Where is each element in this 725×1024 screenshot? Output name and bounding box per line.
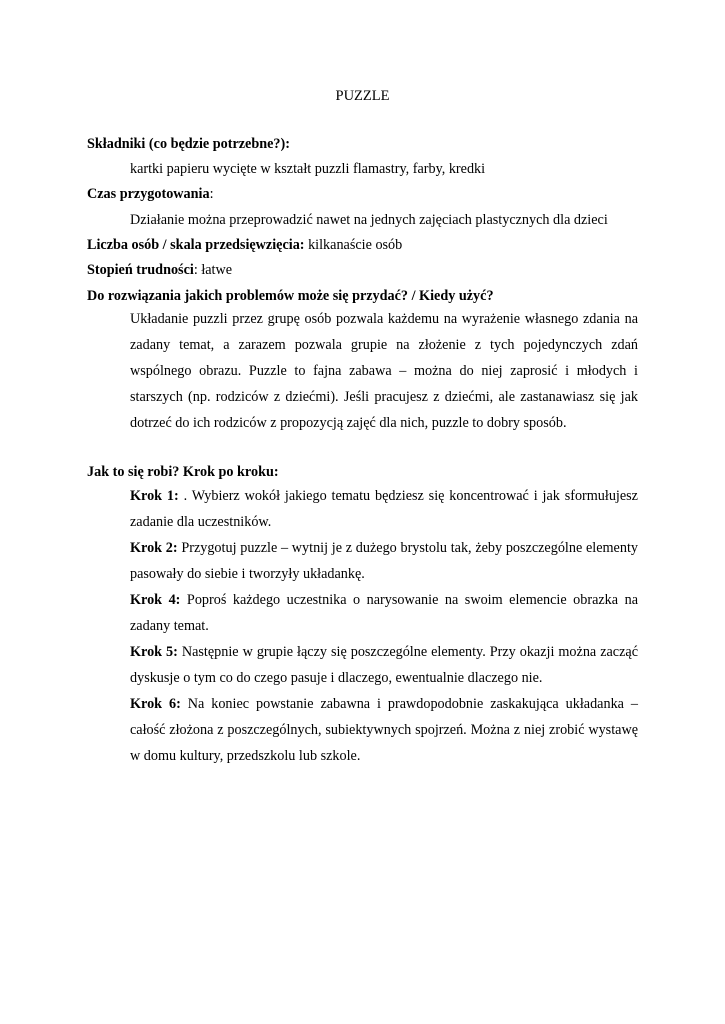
step-text: Przygotuj puzzle – wytnij je z dużego brystolu tak, żeby poszczególne elementy pasowały do siebie i tworzyły układankę.: [130, 540, 638, 582]
difficulty-label: Stopień trudności: [87, 262, 194, 278]
step-label: Krok 2:: [130, 540, 178, 556]
difficulty-line: [87, 262, 232, 279]
ingredients-label: Składniki (co będzie potrzebne?):: [87, 136, 290, 152]
step-text: . Wybierz wokół jakiego tematu będziesz się koncentrować i jak sformułujesz zadanie dla uczestników.: [130, 488, 638, 530]
howto-heading-text: Jak to się robi? Krok po kroku:: [87, 464, 279, 480]
step-label: Krok 5:: [130, 644, 178, 660]
people-label: Liczba osób / skala przedsięwzięcia:: [87, 237, 305, 253]
prep-time-heading: [87, 186, 214, 203]
step-label: Krok 4:: [130, 592, 181, 608]
step-label: Krok 1:: [130, 488, 179, 504]
step-item: [130, 535, 638, 587]
step-text: Następnie w grupie łączy się poszczególne elementy. Przy okazji można zacząć dyskusje o tym co do czego pasuje i dlaczego, ewentualnie dlaczego nie.: [130, 644, 638, 686]
steps-list: [130, 483, 638, 769]
step-item: [130, 639, 638, 691]
howto-heading: [87, 464, 279, 481]
step-text: Poproś każdego uczestnika o narysowanie na swoim elemencie obrazka na zadany temat.: [130, 592, 638, 634]
people-value: kilkanaście osób: [304, 237, 403, 253]
problems-label: Do rozwiązania jakich problemów może się przydać? / Kiedy użyć?: [87, 288, 494, 304]
difficulty-value: : łatwe: [193, 262, 233, 278]
step-item: [130, 691, 638, 769]
problems-paragraph: Układanie puzzli przez grupę osób pozwala każdemu na wyrażenie własnego zdania na zadany temat, a zarazem pozwala grupie na złożenie z tych pojedynczych zdań wspólnego obrazu. Puzzle to fajna zabawa – można do niej zaprosić i młodych i starszych (np. rodziców z dziećmi). Jeśli pracujesz z dziećmi, ale zastanawiasz się jak dotrzeć do ich rodziców z propozycją zajęć dla nich, puzzle to dobry sposób.: [130, 311, 638, 431]
step-item: [130, 483, 638, 535]
ingredients-text: kartki papieru wycięte w kształt puzzli flamastry, farby, kredki: [130, 161, 486, 177]
prep-time-text: Działanie można przeprowadzić nawet na jednych zajęciach plastycznych dla dzieci: [130, 212, 608, 228]
problems-heading: [87, 288, 494, 305]
ingredients-heading: [87, 136, 290, 153]
problems-text: [130, 306, 638, 436]
step-text: Na koniec powstanie zabawna i prawdopodobnie zaskakująca układanka – całość złożona z poszczególnych, subiektywnych spojrzeń. Można z niej zrobić wystawę w domu kultury, przedszkolu lub szkole.: [130, 696, 638, 764]
document-title: PUZZLE: [335, 88, 390, 104]
people-line: [87, 237, 402, 254]
prep-time-colon: :: [209, 186, 214, 202]
step-item: [130, 587, 638, 639]
step-label: Krok 6:: [130, 696, 181, 712]
prep-time-label: Czas przygotowania: [87, 186, 210, 202]
